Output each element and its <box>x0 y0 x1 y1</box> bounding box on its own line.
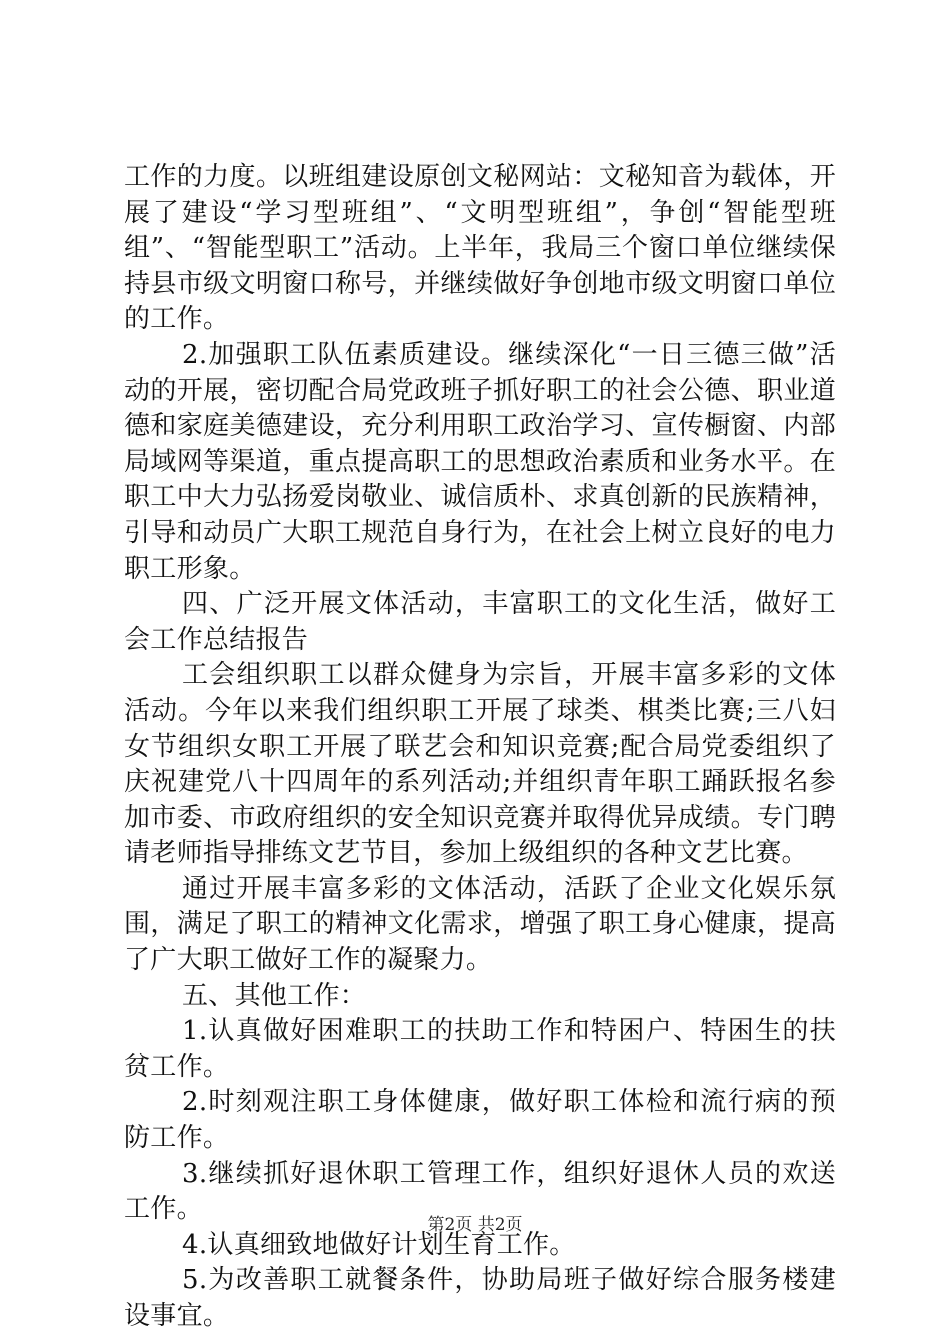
list-item: 2.时刻观注职工身体健康，做好职工体检和流行病的预防工作。 <box>124 1087 836 1154</box>
page-number: 第2页 共2页 <box>427 1215 523 1235</box>
section-heading: 四、广泛开展文体活动，丰富职工的文化生活，做好工会工作总结报告 <box>124 589 836 655</box>
paragraph: 工会组织职工以群众健身为宗旨，开展丰富多彩的文体活动。今年以来我们组织职工开展了球类、棋类比赛;三八妇女节组织女职工开展了联艺会和知识竞赛;配合局党委组织了庆祝建党八十四周年的系列活动;并组织青年职工踊跃报名参加市委、市政府组织的安全知识竞赛并取得优异成绩。专门聘请老师指导排练文艺节目，参加上级组织的各种文艺比赛。 <box>124 660 836 869</box>
paragraph: 2.加强职工队伍素质建设。继续深化“一日三德三做”活动的开展，密切配合局党政班子抓好职工的社会公德、职业道德和家庭美德建设，充分利用职工政治学习、宣传橱窗、内部局域网等渠道，重点提高职工的思想政治素质和业务水平。在职工中大力弘扬爱岗敬业、诚信质朴、求真创新的民族精神，引导和动员广大职工规范自身行为，在社会上树立良好的电力职工形象。 <box>124 339 836 584</box>
list-item: 1.认真做好困难职工的扶助工作和特困户、特困生的扶贫工作。 <box>124 1016 836 1082</box>
list-item: 3.继续抓好退休职工管理工作，组织好退休人员的欢送工作。 <box>124 1158 836 1225</box>
document-body <box>124 160 836 1335</box>
paragraph: 通过开展丰富多彩的文体活动，活跃了企业文化娱乐氛围，满足了职工的精神文化需求，增强了职工身心健康，提高了广大职工做好工作的凝聚力。 <box>124 873 836 976</box>
list-item: 5.为改善职工就餐条件，协助局班子做好综合服务楼建设事宜。 <box>124 1265 836 1331</box>
paragraph: 工作的力度。以班组建设原创文秘网站：文秘知音为载体，开展了建设“学习型班组”、“文明型班组”，争创“智能型班组”、“智能型职工”活动。上半年，我局三个窗口单位继续保持县市级文明窗口称号，并继续做好争创地市级文明窗口单位的工作。 <box>124 162 836 335</box>
section-heading: 五、其他工作： <box>182 980 367 1011</box>
list-item: 4.认真细致地做好计划生育工作。 <box>182 1229 576 1260</box>
